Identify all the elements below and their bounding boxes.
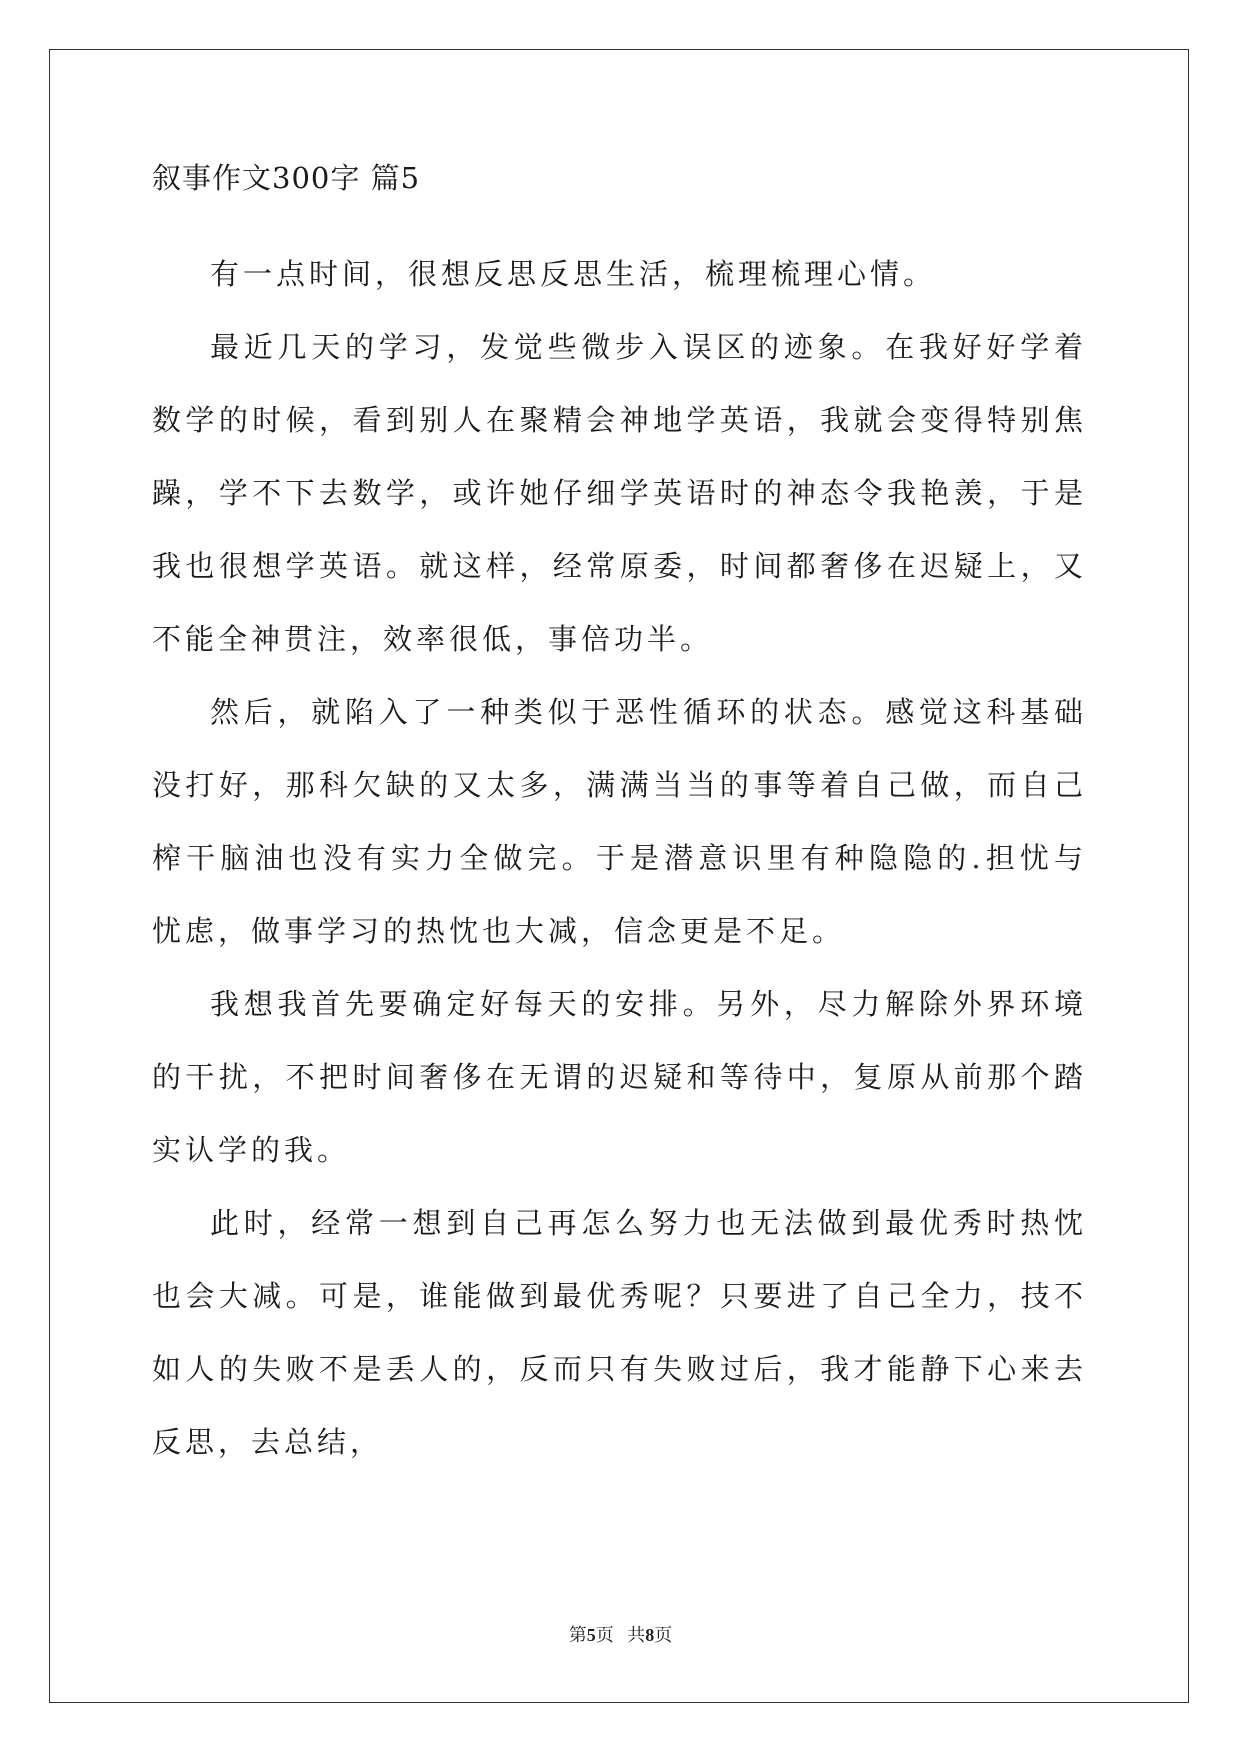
document-title: 叙事作文300字 篇5 <box>152 161 421 195</box>
paragraph-5: 此时，经常一想到自己再怎么努力也无法做到最优秀时热忱也会大减。可是，谁能做到最优秀呢？只要进了自己全力，技不如人的失败不是丢人的，反而只有失败过后，我才能静下心来去反思，去总结， <box>152 1206 1087 1459</box>
paragraph-2: 最近几天的学习，发觉些微步入误区的迹象。在我好好学着数学的时候，看到别人在聚精会神地学英语，我就会变得特别焦躁，学不下去数学，或许她仔细学英语时的神态令我艳羡，于是我也很想学英语。就这样，经常原委，时间都奢侈在迟疑上，又不能全神贯注，效率很低，事倍功半。 <box>152 330 1087 656</box>
footer-total-suffix: 页 <box>654 1625 673 1645</box>
footer-page-suffix: 页 <box>595 1625 614 1645</box>
paragraph-3: 然后，就陷入了一种类似于恶性循环的状态。感觉这科基础没打好，那科欠缺的又太多，满满当当的事等着自己做，而自己榨干脑油也没有实力全做完。于是潜意识里有种隐隐的.担忧与忧虑，做事学习的热忱也大减，信念更是不足。 <box>152 695 1087 948</box>
page-footer <box>0 1621 1241 1647</box>
current-page-number: 5 <box>586 1625 596 1645</box>
footer-prefix: 第 <box>568 1625 587 1645</box>
paragraph-1: 有一点时间，很想反思反思生活，梳理梳理心情。 <box>210 257 937 291</box>
paragraph-4: 我想我首先要确定好每天的安排。另外，尽力解除外界环境的干扰，不把时间奢侈在无谓的迟疑和等待中，复原从前那个踏实认学的我。 <box>152 987 1087 1167</box>
footer-total-prefix: 共 <box>627 1625 646 1645</box>
total-pages-number: 8 <box>645 1625 655 1645</box>
document-body <box>152 158 1087 1479</box>
